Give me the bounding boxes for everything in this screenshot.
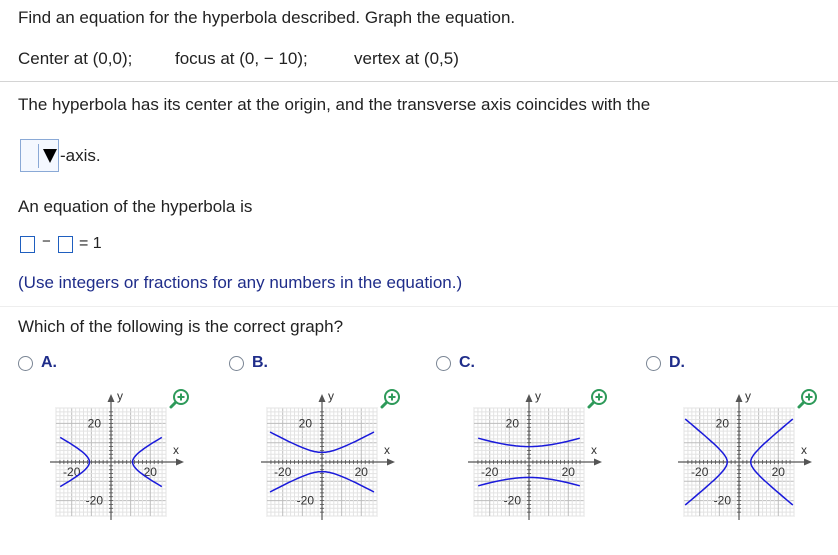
zoom-in-icon[interactable]	[799, 389, 817, 407]
triangle-down-icon	[43, 149, 57, 163]
divider	[0, 81, 838, 82]
term1-input[interactable]	[20, 236, 35, 253]
y-axis-label: y	[745, 389, 751, 403]
y-tick-label-neg: -20	[503, 493, 521, 508]
x-tick-label-neg: -20	[691, 465, 709, 479]
given-center: Center at (0,0);	[18, 49, 133, 68]
x-tick-label-neg: -20	[481, 465, 499, 479]
y-axis-arrow	[736, 394, 743, 402]
y-axis-arrow	[108, 394, 115, 402]
x-tick-label-pos: 20	[354, 465, 368, 479]
y-tick-label-pos: 20	[715, 416, 729, 431]
y-tick-label-pos: 20	[87, 416, 101, 431]
x-tick-label-pos: 20	[561, 465, 575, 479]
x-tick-label-pos: 20	[143, 465, 157, 479]
option-b-graph	[245, 382, 415, 537]
option-a-label: A.	[41, 354, 57, 371]
graph-canvas	[245, 382, 415, 532]
option-b-label: B.	[252, 354, 268, 371]
option-d-radio[interactable]	[646, 356, 661, 371]
dropdown-separator	[38, 144, 39, 168]
x-axis-arrow	[804, 459, 812, 466]
y-tick-label-neg: -20	[713, 493, 731, 508]
y-tick-label-pos: 20	[505, 416, 519, 431]
option-b-radio[interactable]	[229, 356, 244, 371]
zoom-handle	[171, 403, 175, 407]
zoom-handle	[382, 403, 386, 407]
zoom-handle	[589, 403, 593, 407]
graph-canvas	[662, 382, 832, 532]
y-tick-label-pos: 20	[298, 416, 312, 431]
x-axis-arrow	[387, 459, 395, 466]
x-tick-label-neg: -20	[63, 465, 81, 479]
term2-input[interactable]	[58, 236, 73, 253]
y-axis-arrow	[526, 394, 533, 402]
zoom-in-icon[interactable]	[382, 389, 400, 407]
axis-dropdown[interactable]	[20, 139, 59, 172]
zoom-in-icon[interactable]	[589, 389, 607, 407]
y-tick-label-neg: -20	[85, 493, 103, 508]
equation-statement: An equation of the hyperbola is	[18, 197, 253, 216]
y-axis-label: y	[117, 389, 123, 403]
x-axis-label: x	[591, 443, 597, 457]
x-axis-arrow	[176, 459, 184, 466]
x-axis-label: x	[173, 443, 179, 457]
x-axis-label: x	[801, 443, 807, 457]
option-d-label: D.	[669, 354, 685, 371]
option-a-graph	[34, 382, 204, 537]
x-axis-arrow	[594, 459, 602, 466]
y-tick-label-neg: -20	[296, 493, 314, 508]
option-a-radio[interactable]	[18, 356, 33, 371]
zoom-handle	[799, 403, 803, 407]
option-c-radio[interactable]	[436, 356, 451, 371]
option-c-graph	[452, 382, 622, 537]
graph-canvas	[34, 382, 204, 532]
minus-sign: −	[42, 233, 51, 250]
y-axis-label: y	[328, 389, 334, 403]
equals-one: = 1	[79, 235, 102, 252]
question-prompt: Find an equation for the hyperbola described. Graph the equation.	[18, 8, 516, 27]
x-axis-label: x	[384, 443, 390, 457]
y-axis-label: y	[535, 389, 541, 403]
option-c-label: C.	[459, 354, 475, 371]
option-d-graph	[662, 382, 832, 537]
given-focus: focus at (0, − 10);	[175, 49, 308, 68]
format-hint: (Use integers or fractions for any numbers in the equation.)	[18, 273, 463, 292]
axis-suffix: -axis.	[60, 146, 101, 165]
graph-question: Which of the following is the correct graph?	[18, 317, 344, 336]
y-axis-arrow	[319, 394, 326, 402]
x-tick-label-neg: -20	[274, 465, 292, 479]
divider	[0, 306, 838, 307]
transverse-axis-statement: The hyperbola has its center at the origin, and the transverse axis coincides with the	[18, 95, 651, 114]
graph-canvas	[452, 382, 622, 532]
given-vertex: vertex at (0,5)	[354, 49, 459, 68]
x-tick-label-pos: 20	[771, 465, 785, 479]
zoom-in-icon[interactable]	[171, 389, 189, 407]
